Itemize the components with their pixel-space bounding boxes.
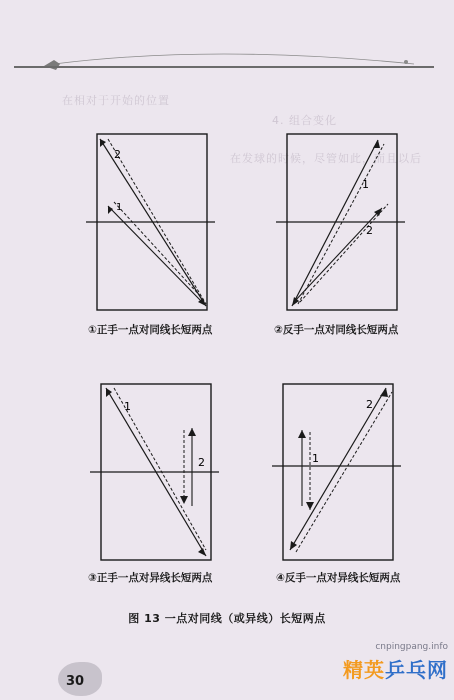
watermark-logo-a: 精英 xyxy=(343,658,385,682)
watermark-logo-b: 乒乓网 xyxy=(385,658,448,682)
diagram-1 xyxy=(80,130,230,316)
page-number: 30 xyxy=(66,674,85,689)
d2-label-a: 1 xyxy=(362,178,369,191)
bleed-text-1: 在相对于开始的位置 xyxy=(62,94,170,107)
caption-4: ④反手一点对异线长短两点 xyxy=(276,572,401,584)
caption-3: ③正手一点对异线长短两点 xyxy=(88,572,213,584)
diagram-3 xyxy=(84,380,234,566)
diagram-4 xyxy=(266,380,416,566)
caption-2: ②反手一点对同线长短两点 xyxy=(274,324,399,336)
caption-1: ①正手一点对同线长短两点 xyxy=(88,324,213,336)
figure-title: 图 13 一点对同线（或异线）长短两点 xyxy=(128,612,326,625)
header-rule xyxy=(14,66,434,68)
d1-label-a: 2 xyxy=(114,148,121,161)
watermark-logo xyxy=(343,654,448,683)
d2-label-b: 2 xyxy=(366,224,373,237)
header-ornament xyxy=(14,50,434,80)
bleed-text-2: 4. 组合变化 xyxy=(272,114,337,127)
diagram-2 xyxy=(270,130,420,316)
bleed-text-3: 在发球的时候，尽管如此，而且以后 xyxy=(230,152,422,165)
d3-label-b: 2 xyxy=(198,456,205,469)
d4-label-b: 1 xyxy=(312,452,319,465)
d4-label-a: 2 xyxy=(366,398,373,411)
d3-label-a: 1 xyxy=(124,400,131,413)
watermark-url: cnpingpang.info xyxy=(375,642,448,652)
d1-label-b: 1 xyxy=(116,202,123,213)
